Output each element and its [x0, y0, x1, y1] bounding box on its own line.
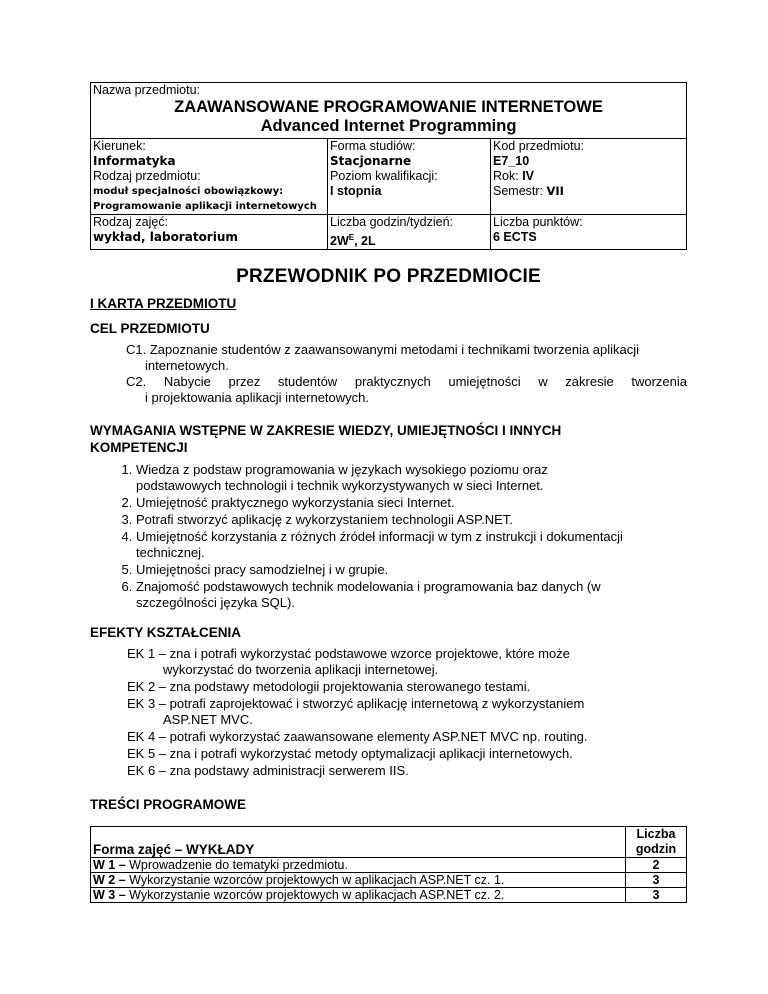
form-cell — [328, 139, 491, 215]
form-label: Forma studiów: — [330, 139, 416, 153]
outcome-item — [127, 696, 687, 728]
program-row-code: W 2 – — [93, 873, 126, 888]
program-row-text — [91, 858, 626, 873]
goal-item — [126, 374, 687, 406]
semester-value: VII — [546, 184, 564, 198]
program-row-desc: Wykorzystanie wzorców projektowych w aplikacjach ASP.NET cz. 2. — [125, 888, 505, 903]
outcome-line-cont: ASP.NET MVC. — [163, 712, 253, 728]
subject-name-label: Nazwa przedmiotu: — [93, 83, 200, 97]
form-value: Stacjonarne — [330, 154, 412, 168]
code-label: Kod przedmiotu: — [493, 139, 585, 153]
points-cell — [491, 215, 687, 250]
requirement-item: 2. Umiejętność praktycznego wykorzystania sieci Internet. — [136, 495, 687, 511]
outcomes-heading: EFEKTY KSZTAŁCENIA — [90, 625, 242, 641]
table-row — [91, 888, 687, 903]
document-title: PRZEWODNIK PO PRZEDMIOCIE — [236, 266, 541, 288]
program-heading: TREŚCI PROGRAMOWE — [90, 797, 247, 813]
year-line — [493, 169, 684, 184]
requirements-list — [90, 462, 687, 611]
goal-item — [126, 342, 687, 374]
outcome-line: EK 1 – zna i potrafi wykorzystać podstawowe wzorce projektowe, które może — [127, 646, 570, 662]
table-row — [91, 858, 687, 873]
level-label: Poziom kwalifikacji: — [330, 169, 438, 183]
subject-type-value-1: moduł specjalności obowiązkowy: — [93, 186, 284, 197]
outcome-item — [127, 746, 687, 762]
semester-label: Semestr: — [493, 184, 547, 198]
requirement-item: 4. Umiejętność korzystania z różnych źródeł informacji w tym z instrukcji i dokumentacji technicznej. — [136, 529, 666, 561]
requirement-item: 5. Umiejętności pracy samodzielnej i w grupie. — [136, 562, 687, 578]
document-page — [90, 82, 687, 903]
program-row-desc: Wykorzystanie wzorców projektowych w aplikacjach ASP.NET cz. 1. — [125, 873, 505, 888]
program-form-label: Forma zajęć – WYKŁADY — [91, 827, 626, 858]
table-row — [91, 873, 687, 888]
goals-list — [90, 342, 687, 406]
hours-label: Liczba godzin/tydzień: — [330, 215, 453, 229]
program-row-text — [91, 873, 626, 888]
direction-cell — [91, 139, 328, 215]
semester-line — [493, 184, 684, 199]
outcome-item — [127, 679, 687, 695]
points-value: 6 ECTS — [493, 230, 537, 244]
direction-value: Informatyka — [93, 154, 176, 168]
outcome-line: EK 2 – zna podstawy metodologii projektowania sterowanego testami. — [127, 679, 531, 695]
subject-type-label: Rodzaj przedmiotu: — [93, 169, 201, 183]
points-label: Liczba punktów: — [493, 215, 583, 229]
program-table — [90, 826, 687, 903]
outcome-item — [127, 763, 687, 779]
goal-line: C2. Nabycie przez studentów praktycznych umiejętności w zakresie tworzenia — [126, 374, 687, 390]
program-row-hours: 3 — [626, 873, 687, 888]
outcome-line-cont: wykorzystać do tworzenia aplikacji internetowej. — [163, 662, 439, 678]
subject-name-pl: ZAAWANSOWANE PROGRAMOWANIE INTERNETOWE — [174, 98, 603, 116]
requirement-item: 1. Wiedza z podstaw programowania w językach wysokiego poziomu oraz podstawowych technologii i technik wykorzystywanych w sieci Internet. — [136, 462, 636, 494]
program-row-code: W 3 – — [93, 888, 126, 903]
program-row-hours: 3 — [626, 888, 687, 903]
program-hours-header: Liczba godzin — [626, 827, 687, 858]
hours-value — [330, 230, 488, 249]
classes-label: Rodzaj zajęć: — [93, 215, 169, 229]
subject-type-value-2: Programowanie aplikacji internetowych — [93, 201, 317, 212]
program-row-desc: Wprowadzenie do tematyki przedmiotu. — [125, 858, 348, 873]
year-label: Rok: — [493, 169, 523, 183]
code-value: E7_10 — [493, 154, 530, 168]
outcome-line: EK 4 – potrafi wykorzystać zaawansowane elementy ASP.NET MVC np. routing. — [127, 729, 588, 745]
outcomes-list — [90, 646, 687, 779]
card-heading: I KARTA PRZEDMIOTU — [90, 296, 237, 312]
goal-line: C1. Zapoznanie studentów z zaawansowanymi metodami i technikami tworzenia aplikacji — [126, 342, 640, 358]
subject-name-cell — [91, 83, 687, 139]
program-row-code: W 1 – — [93, 858, 126, 873]
goal-line-cont: internetowych. — [145, 358, 229, 374]
requirement-item: 6. Znajomość podstawowych technik modelowania i programowania baz danych (w szczególności języka SQL). — [136, 579, 636, 611]
outcome-item — [127, 729, 687, 745]
code-cell — [491, 139, 687, 215]
level-value: I stopnia — [330, 184, 382, 198]
year-value: IV — [522, 169, 534, 183]
outcome-item — [127, 646, 687, 678]
hours-value-sup: E — [348, 233, 355, 242]
outcome-line: EK 3 – potrafi zaprojektować i stworzyć aplikację internetową z wykorzystaniem — [127, 696, 585, 712]
program-row-text — [91, 888, 626, 903]
classes-cell — [91, 215, 328, 250]
program-row-hours: 2 — [626, 858, 687, 873]
subject-info-table — [90, 82, 687, 250]
requirement-item: 3. Potrafi stworzyć aplikację z wykorzystaniem technologii ASP.NET. — [136, 512, 687, 528]
hours-value-a: 2W — [330, 234, 349, 249]
goal-line-cont: i projektowania aplikacji internetowych. — [145, 390, 370, 406]
outcome-line: EK 5 – zna i potrafi wykorzystać metody optymalizacji aplikacji internetowych. — [127, 746, 573, 762]
outcome-line: EK 6 – zna podstawy administracji serwerem IIS. — [127, 763, 409, 779]
hours-cell — [328, 215, 491, 250]
hours-value-b: , 2L — [354, 234, 376, 249]
requirements-heading: WYMAGANIA WSTĘPNE W ZAKRESIE WIEDZY, UMIEJĘTNOŚCI I INNYCH KOMPETENCJI — [90, 423, 562, 456]
direction-label: Kierunek: — [93, 139, 146, 153]
goal-heading: CEL PRZEDMIOTU — [90, 321, 210, 337]
classes-value: wykład, laboratorium — [93, 230, 238, 244]
subject-name-en: Advanced Internet Programming — [260, 117, 517, 135]
